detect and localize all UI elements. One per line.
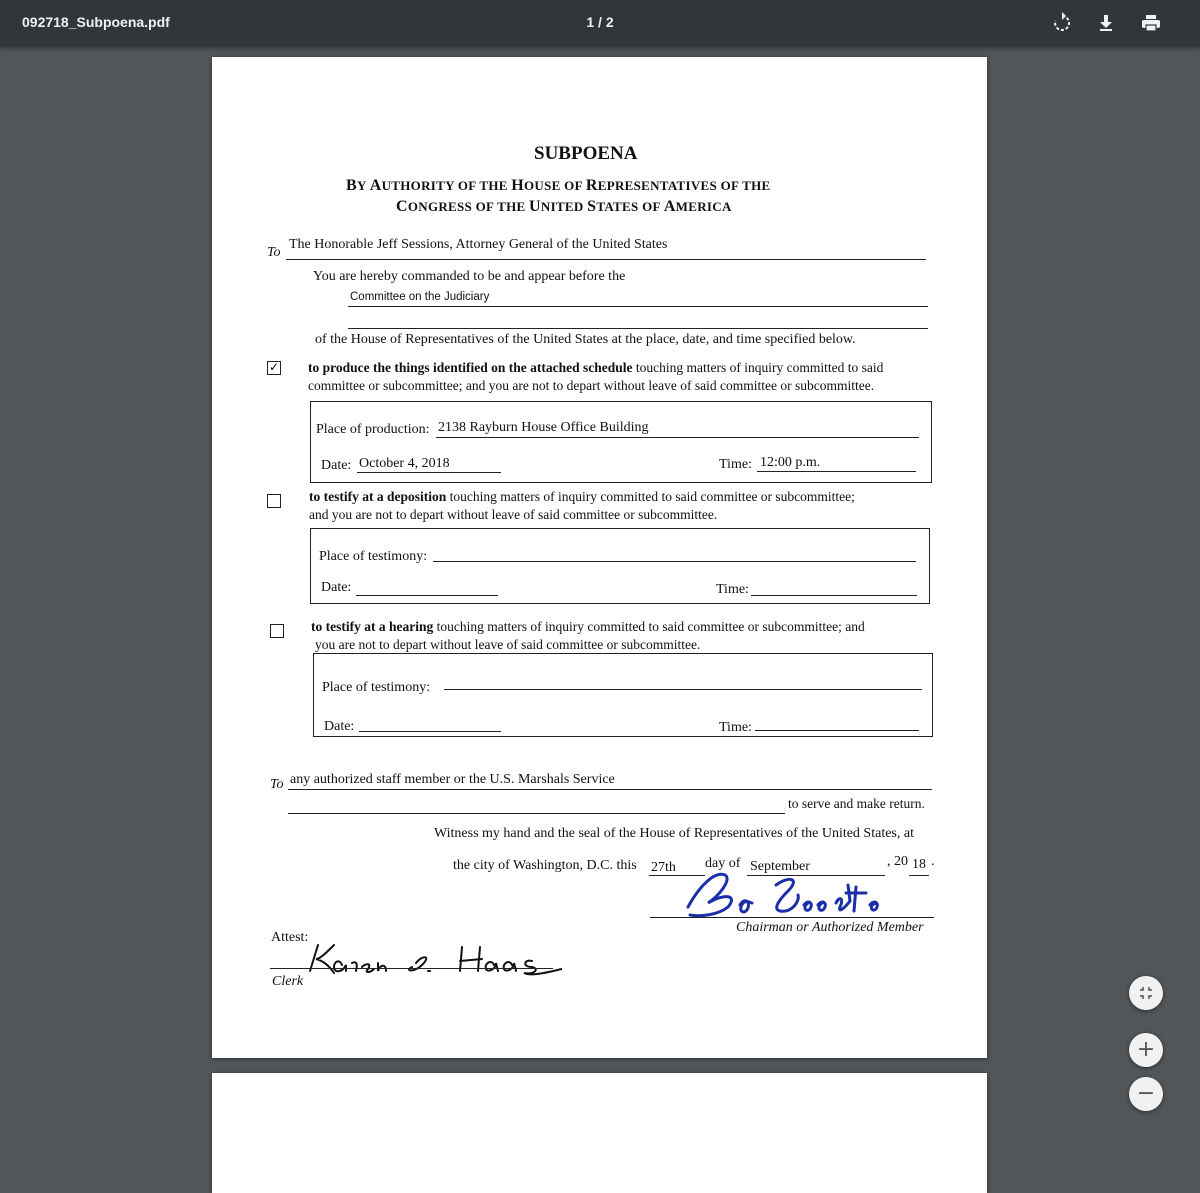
produce-checkbox[interactable]: ✓ [268,360,280,374]
year-line [909,875,929,876]
place-of-production-label: Place of production: [316,422,430,437]
production-box [310,401,932,483]
recipient-value: The Honorable Jeff Sessions, Attorney General of the United States [289,237,668,252]
authority-line-2: CONGRESS OF THE UNITED STATES OF AMERICA [396,198,732,215]
hearing-box [313,653,933,737]
month-value: September [750,859,810,874]
production-time-value: 12:00 p.m. [760,455,821,470]
deposition-place-line [433,561,916,562]
rotate-icon[interactable] [1050,11,1074,35]
production-time-line [757,471,916,472]
pdf-page-1 [212,57,987,1058]
hearing-date-label: Date: [324,719,355,734]
commanded-text: You are hereby commanded to be and appear before the [313,269,626,284]
production-date-line [357,472,501,473]
attest-label: Attest: [271,930,309,945]
committee-line-2 [348,328,928,329]
to-label: To [267,245,281,260]
file-name: 092718_Subpoena.pdf [22,14,170,30]
hearing-date-line [359,731,501,732]
deposition-text-line-1: to testify at a deposition touching matters of inquiry committed to said committee or subcommittee; [309,489,855,504]
zoom-out-icon[interactable]: − [1129,1077,1163,1111]
place-of-production-line [436,437,919,438]
chairman-signature-line [650,917,934,918]
page-indicator[interactable]: 1 / 2 [586,14,614,30]
serve-return-text: to serve and make return. [788,796,925,811]
chairman-label: Chairman or Authorized Member [736,920,924,935]
hearing-time-line [755,730,919,731]
recipient-line [286,259,926,260]
place-of-production-value: 2138 Rayburn House Office Building [438,420,649,435]
deposition-place-label: Place of testimony: [319,549,428,564]
production-time-label: Time: [719,457,752,472]
fit-page-icon[interactable] [1129,976,1163,1010]
day-of-text: day of [705,856,741,871]
witness-text: Witness my hand and the seal of the House of Representatives of the United States, at [434,826,914,841]
serve-to-line [288,789,932,790]
deposition-date-line [356,595,498,596]
print-icon[interactable] [1139,11,1163,35]
day-value: 27th [651,860,676,875]
serve-to-value: any authorized staff member or the U.S. Marshals Service [290,772,615,787]
deposition-checkbox[interactable] [267,494,281,508]
produce-text-line-2: committee or subcommittee; and you are not to depart without leave of said committee or subcommittee. [308,378,875,393]
hearing-time-label: Time: [719,720,752,735]
clerk-label: Clerk [272,974,304,989]
pdf-page-2 [212,1073,987,1193]
year-prefix: , 20 [887,854,908,869]
deposition-box [310,528,930,604]
pdf-toolbar [0,0,1200,46]
of-house-text: of the House of Representatives of the United States at the place, date, and time specified below. [315,332,856,347]
clerk-signature [282,937,562,984]
committee-value: Committee on the Judiciary [350,291,490,303]
hearing-text-line-2: you are not to depart without leave of said committee or subcommittee. [315,637,701,652]
committee-line [348,306,928,307]
serve-to-label: To [270,777,284,792]
hearing-text-line-1: to testify at a hearing touching matters of inquiry committed to said committee or subcommittee; and [311,619,865,634]
production-date-label: Date: [321,458,352,473]
deposition-time-label: Time: [716,582,749,597]
hearing-checkbox[interactable] [270,624,284,638]
zoom-in-icon[interactable]: + [1129,1033,1163,1067]
deposition-text-line-2: and you are not to depart without leave of said committee or subcommittee. [309,507,718,522]
year-value: 18 [912,857,926,872]
deposition-time-line [751,595,917,596]
city-text: the city of Washington, D.C. this [453,858,637,873]
produce-text-line-1: to produce the things identified on the attached schedule touching matters of inquiry committed to said [308,360,884,375]
subpoena-title: SUBPOENA [534,143,638,164]
hearing-place-line [444,689,922,690]
year-suffix: . [931,854,935,869]
production-date-value: October 4, 2018 [359,456,450,471]
authority-line-1: BY AUTHORITY OF THE HOUSE OF REPRESENTATIVES OF THE [346,177,771,194]
serve-to-line-2 [288,813,785,814]
clerk-signature-line [270,968,553,969]
download-icon[interactable] [1094,11,1118,35]
hearing-place-label: Place of testimony: [322,680,431,695]
deposition-date-label: Date: [321,580,352,595]
